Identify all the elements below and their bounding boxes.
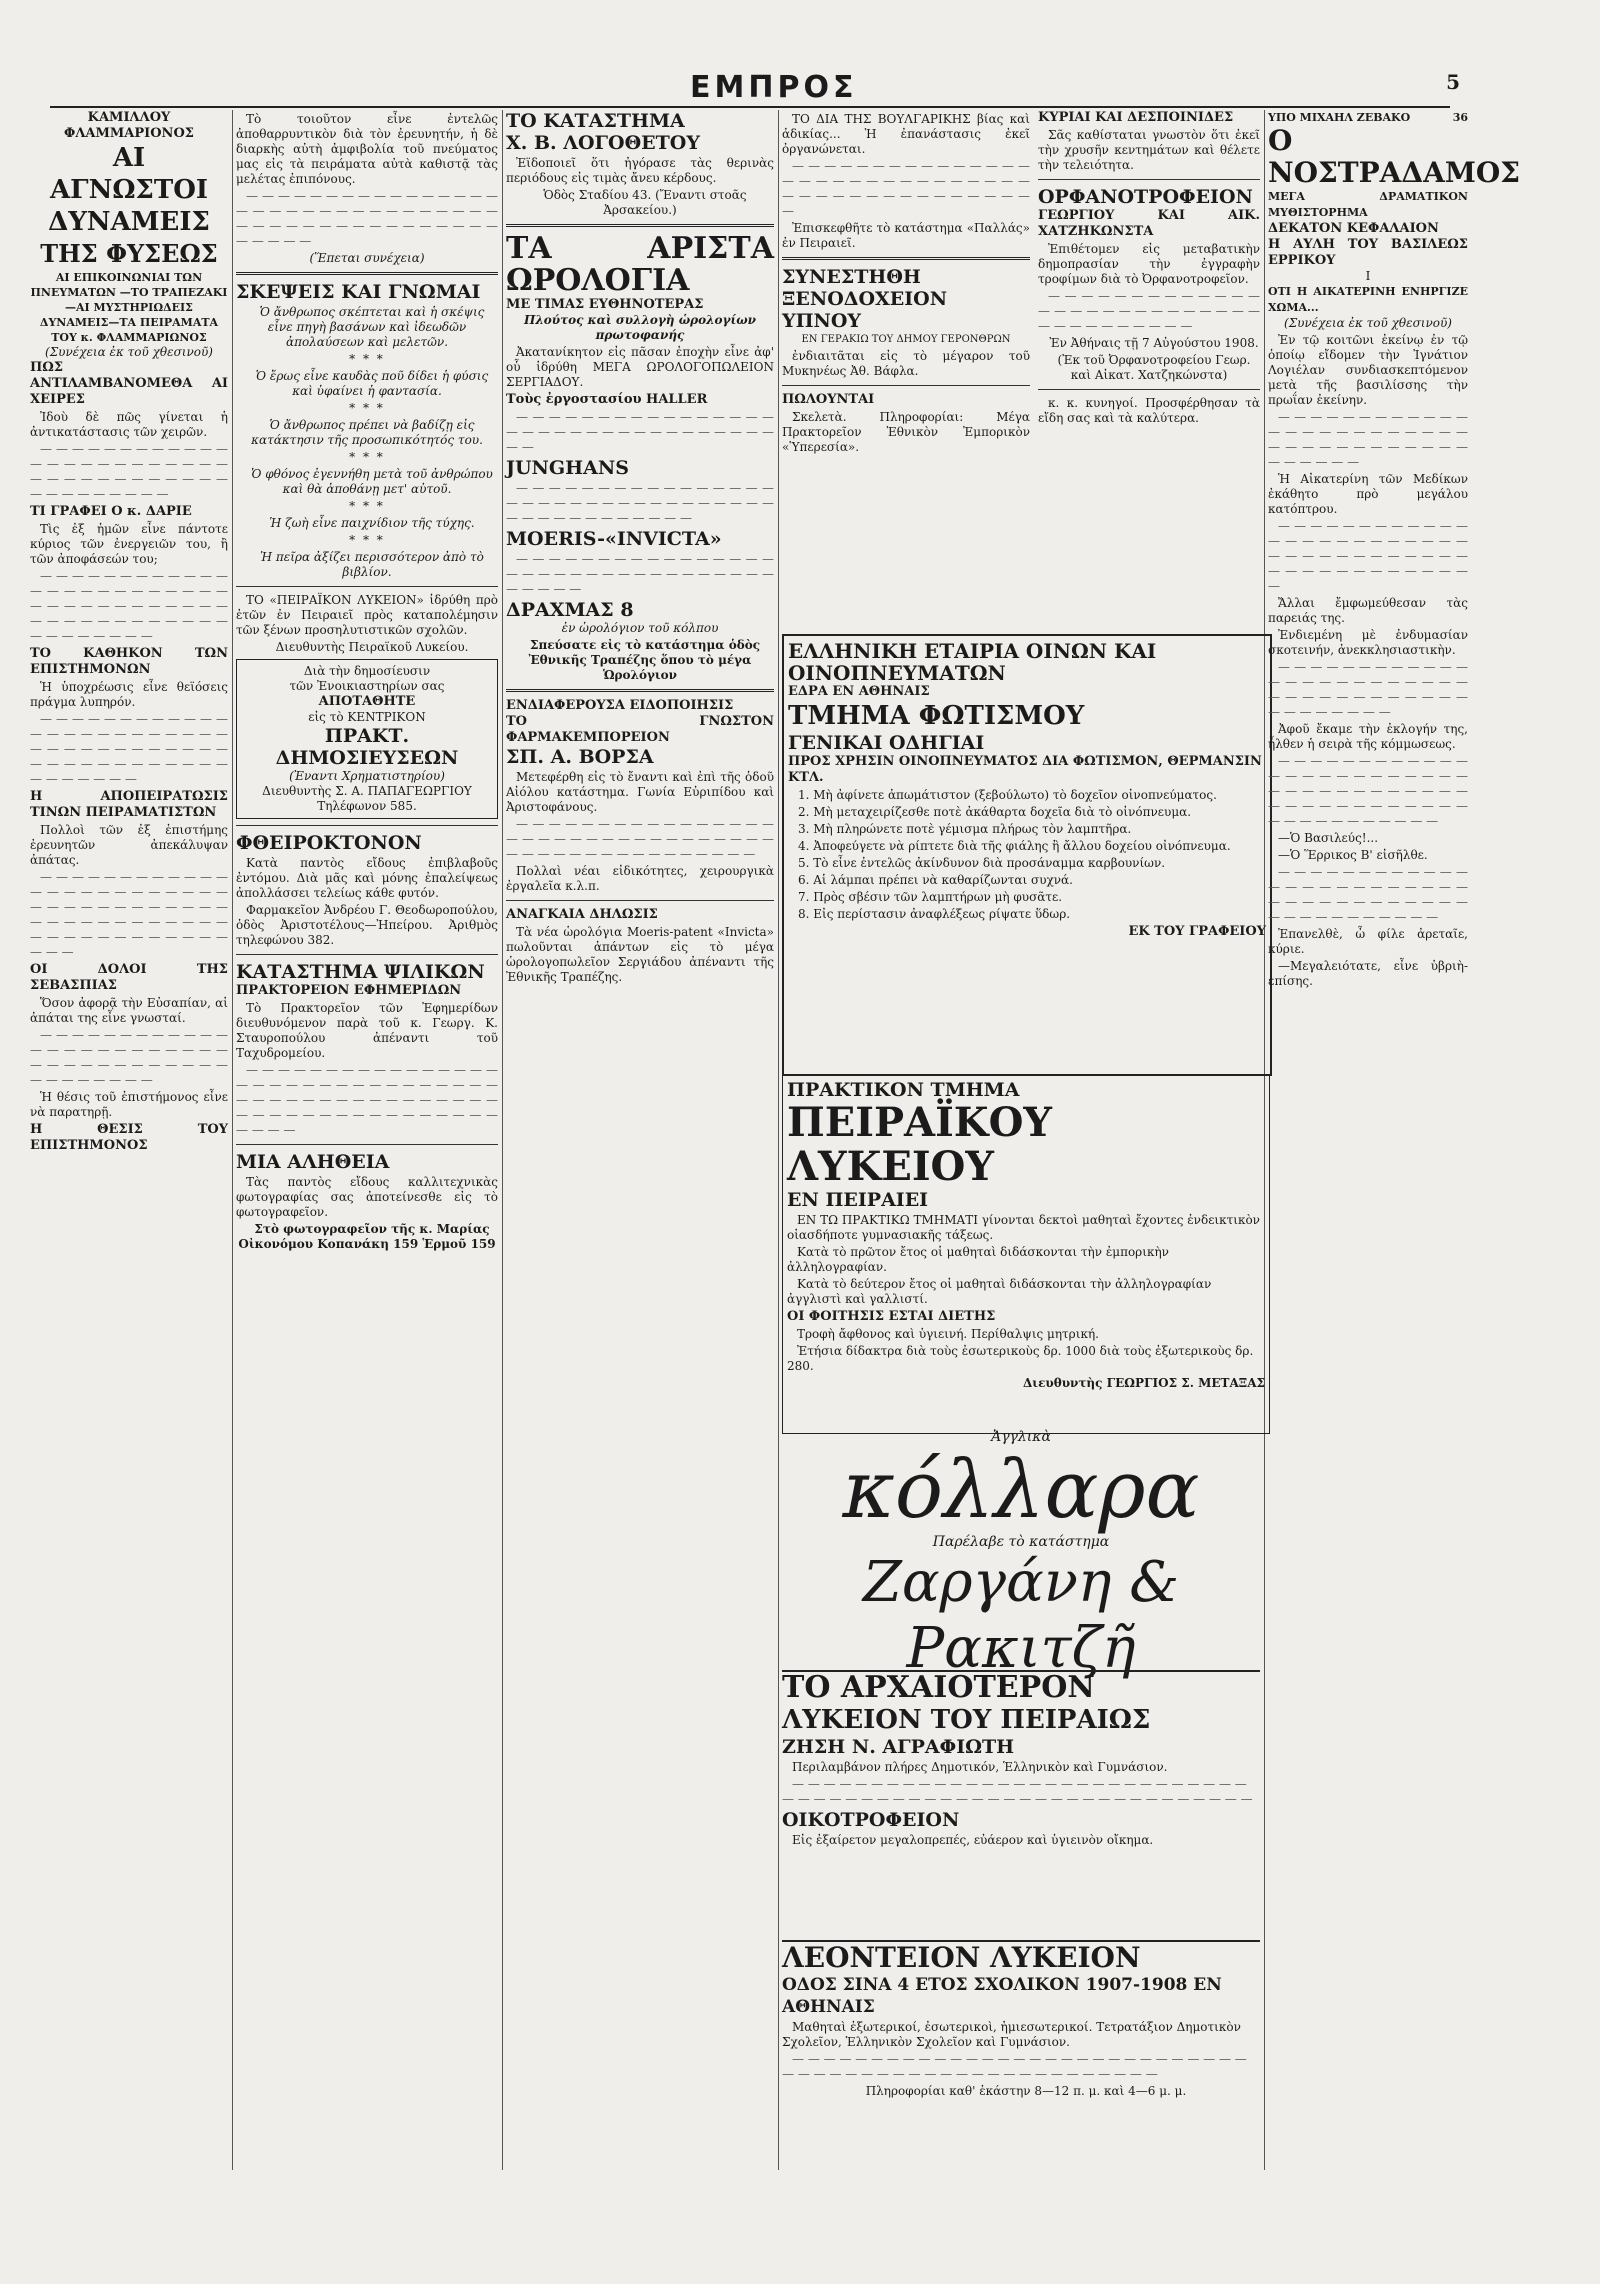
article-kicker: ΚΑΜΙΛΛΟΥ ΦΛΑΜΜΑΡΙΟΝΟΣ (64, 110, 194, 141)
signature: Διευθυντὴς ΓΕΩΡΓΙΟΣ Σ. ΜΕΤΑΞΑΣ (1022, 1376, 1265, 1390)
paragraph: Ἡ ὑποχρέωσις εἶνε θεϊόσεις πράγμα λυπηρόν. (30, 680, 228, 709)
paragraph-filler: — — — — — — — — — — — — — — — — — — — — — — — — — — — — — — — — — — — — — — — — — — — — — — — — — — — — — — — — — — — (1268, 754, 1468, 828)
quote: Ἡ πεῖρα ἀξίζει περισσότερον ἀπὸ τὸ βιβλίον. (260, 550, 484, 579)
ad-title: ΛΕΟΝΤΕΙΟΝ ΛΥΚΕΙΟΝ (782, 1941, 1141, 1974)
paragraph: Τὸ τοιοῦτον εἶνε ἐντελῶς ἀποθαρρυντικὸν διὰ τὸν ἐρευνητήν, ἡ δὲ διαρκὴς αὐτὴ ἀμφιβολία τοῦ πνεύματος μας εἰς τὰ πειράματα αὐτὰ καθιστᾷ τὰς μελέτας ἐπιπόνους. (236, 112, 498, 186)
ad-title: ΞΕΝΟΔΟΧΕΙΟΝ ΥΠΝΟΥ (782, 288, 948, 332)
divider (236, 1144, 498, 1145)
column-6 (1268, 110, 1521, 2170)
ad-title: ΚΑΤΑΣΤΗΜΑ ΨΙΛΙΚΩΝ (236, 961, 485, 983)
chapter-title: Η ΑΥΛΗ ΤΟΥ ΒΑΣΙΛΕΩΣ ΕΡΡΙΚΟΥ (1268, 237, 1468, 268)
section-heading: Η ΘΕΣΙΣ ΤΟΥ ΕΠΙΣΤΗΜΟΝΟΣ (30, 1122, 228, 1153)
instruction: 2. Μὴ μεταχειρίζεσθε ποτὲ ἀκάθαρτα δοχεῖα διὰ τὸ οἰνόπνευμα. (798, 805, 1192, 819)
date-line: Ἐν Ἀθήναις τῇ 7 Αὐγούστου 1908. (1049, 336, 1259, 350)
paragraph: Ἀφοῦ ἔκαμε τὴν ἐκλογήν της, ἦλθεν ἡ σειρὰ τῆς κόμμωσεως. (1268, 722, 1468, 751)
issue-number: 36 (1452, 111, 1468, 124)
signature: ΕΚ ΤΟΥ ΓΡΑΦΕΙΟΥ (1128, 924, 1266, 939)
ad-title: ΚΥΡΙΑΙ ΚΑΙ ΔΕΣΠΟΙΝΙΔΕΣ (1038, 110, 1234, 125)
part-title: ΟΤΙ Η ΑΙΚΑΤΕΡΙΝΗ ΕΝΗΡΓΙΖΕ ΧΩΜΑ... (1268, 285, 1468, 314)
continued-note: (Ἕπεται συνέχεια) (309, 251, 425, 265)
address: Ὁδὸς Σταδίου 43. (Ἔναντι στοᾶς Ἀρσακείου.) (543, 188, 747, 217)
chapter: ΔΕΚΑΤΟΝ ΚΕΦΑΛΑΙΟΝ (1268, 221, 1439, 236)
paragraph: Ἐν τῷ κοιτῶνι ἐκείνῳ ἐν τῷ ὁποίῳ εἴδομεν τὴν Ἰγνάτιον Λογιέλαν συνδιασκεπτόμενον μετὰ τῆς βασιλίσσης τὴν πρωΐαν ἐκείνην. (1268, 333, 1468, 407)
column-3 (506, 110, 774, 2170)
practical-dept-ad (782, 1074, 1270, 1434)
divider (506, 689, 774, 692)
divider (236, 954, 498, 955)
ad-title: ΤΟ ΚΑΤΑΣΤΗΜΑ (506, 110, 685, 132)
instruction: 6. Αἱ λάμπαι πρέπει νὰ καθαρίζωνται συχνά. (798, 873, 1073, 887)
paragraph: ΕΝ ΤΩ ΠΡΑΚΤΙΚΩ ΤΜΗΜΑΤΙ γίνονται δεκτοὶ μαθηταὶ ἔχοντες ἐνδεικτικὸν οἱασδήποτε γυμνασιακῆς τάξεως. (787, 1213, 1260, 1242)
article-title: ΑΙ ΑΓΝΩΣΤΟΙ ΔΥΝΑΜΕΙΣ (48, 143, 210, 237)
ad-subtitle: ΟΔΟΣ ΣΙΝΑ 4 ΕΤΟΣ ΣΧΟΛΙΚΟΝ 1907-1908 ΕΝ ΑΘΗΝΑΙΣ (782, 1975, 1222, 2017)
ad-title: ΠΡΑΚΤΟΡΕΙΟΝ ΕΦΗΜΕΡΙΔΩΝ (236, 983, 462, 998)
paragraph: Ἐπανελθὲ, ὦ φίλε ἀρεταῖε, κύριε. (1268, 927, 1468, 956)
ad-subtitle: ΟΙ ΦΟΙΤΗΣΙΣ ΕΣΤΑΙ ΔΙΕΤΗΣ (787, 1309, 996, 1324)
paragraph: Πολλοὶ τῶν ἐξ ἐπιστήμης ἐρευνητῶν ἀπεκάλυψαν ἀπάτας. (30, 823, 228, 867)
ad-subtitle: ΜΕ ΤΙΜΑΣ ΕΥΘΗΝΟΤΕΡΑΣ (506, 297, 704, 312)
paragraph-filler: — — — — — — — — — — — — — — — — — — — — — — — — — — — — — — — — — — — — — — — — — — — — — — — — — — — — — — — (30, 712, 228, 786)
paragraph-filler: — — — — — — — — — — — — — — — — — — — — — — — — — — — — — — — — — — — — — — — — — — — — — — — — — (506, 817, 774, 861)
article-title-2: ΤΗΣ ΦΥΣΕΩΣ (40, 239, 218, 268)
column-1 (30, 110, 228, 2170)
paragraph-filler: — — — — — — — — — — — — — — — — — — — — — — — — — — — — — — — — — — — — — — — — — — — — — — — — — (1268, 519, 1468, 593)
column-rule (232, 110, 233, 2170)
ad-title: ΠΡΑΚΤΙΚΟΝ ΤΜΗΜΑ (787, 1079, 1020, 1101)
instruction: 1. Μὴ ἀφίνετε ἀπωμάτιστον (ξεβούλωτο) τὸ δοχεῖον οἰνοπνεύματος. (798, 788, 1217, 802)
paragraph-filler: — — — — — — — — — — — — — — — — — — — — — — — — — — — — — — — — — — — — — — — — — — — — — — — — — — — — — — — — — — — — — — — (30, 870, 228, 959)
paragraph-filler: — — — — — — — — — — — — — — — — — — — — — — — — — — — — — — — — — — — — — — — — — — — — — — — — — — — — — — — — (30, 569, 228, 643)
address: Σπεύσατε εἰς τὸ κατάστημα ὁδὸς Ἐθνικῆς Τραπέζης ὅπου τὸ μέγα Ὡρολόγιον (528, 638, 761, 682)
paragraph-filler: — — — — — — — — — — — — — — — — — — — — — — — — — — — — — — — — — — — — — — — — — — — — — — — — — — — — — — — — — — — — — — — — — — — — (236, 1063, 498, 1137)
brand-name: MOERIS-«INVICTA» (506, 528, 722, 550)
ad-title: ΠΩΛΟΥΝΤΑΙ (782, 392, 875, 407)
ad-title: ΤΜΗΜΑ ΦΩΤΙΣΜΟΥ (788, 701, 1085, 731)
part-number: I (1365, 269, 1371, 283)
instruction: 3. Μὴ πληρώνετε ποτὲ γέμισμα πλήρως τὸν λαμπτῆρα. (798, 822, 1132, 836)
instruction: 4. Ἀποφεύγετε νὰ ρίπτετε διὰ τῆς φιάλης ἢ ἄλλου δοχείου οἰνόπνευμα. (798, 839, 1231, 853)
paragraph: Σᾶς καθίσταται γνωστὸν ὅτι ἐκεῖ τὴν χρυσῆν κεντημάτων καὶ θέλετε τὴν τελειότητα. (1038, 128, 1260, 172)
ad-subtitle: ΖΗΣΗ Ν. ΑΓΡΑΦΙΩΤΗ (782, 1736, 1015, 1758)
paragraph-filler: — — — — — — — — — — — — — — — — — — — — — — — — — — — — — — — — — — — — — — — — — — — — (1268, 660, 1468, 719)
ad-title: ΠΕΙΡΑΪΚΟΥ ΛΥΚΕΙΟΥ (787, 1099, 1052, 1190)
serial-header (1268, 110, 1468, 125)
paragraph: Στὸ φωτογραφεῖον τῆς κ. Μαρίας Οἰκονόμου Κοπανάκη 159 Ἑρμοῦ 159 (238, 1222, 496, 1251)
instruction: 8. Εἰς περίστασιν ἀναφλέξεως ρίψατε ὕδωρ. (798, 907, 1071, 921)
paragraph: Ἄλλαι ἔμφωμεύθεσαν τὰς παρειάς της. (1268, 596, 1468, 625)
paragraph: Ἐνδιεμένη μὲ ἐνδυμασίαν σκοτεινήν, ἀνεκκλησιαστικὴν. (1268, 628, 1468, 657)
quote: Ὁ ἄνθρωπος πρέπει νὰ βαδίζῃ εἰς κατάκτησιν τῆς προσωπικότητός του. (251, 418, 483, 447)
paragraph: Ἐπισκεφθῆτε τὸ κατάστημα «Παλλάς» ἐν Πειραιεῖ. (782, 221, 1030, 250)
shop-name: ΣΠ. Α. ΒΟΡΣΑ (506, 746, 654, 768)
paragraph: Τροφὴ ἄφθονος καὶ ὑγιεινή. Περίθαλψις μητρική. (797, 1327, 1099, 1341)
paragraph-filler: — — — — — — — — — — — — — — — — — — — — — — — — — — — — — — — — — — — — — — — — — — — — (30, 1028, 228, 1087)
divider (782, 385, 1030, 386)
ad-line: (Ἐναντι Χρηματιστηρίου) (289, 769, 445, 783)
wine-company-ad (782, 634, 1272, 1076)
section-heading: ΟΙ ΔΟΛΟΙ ΤΗΣ ΣΕΒΑΣΠΙΑΣ (30, 962, 228, 993)
divider (236, 825, 498, 826)
paragraph: ΤΟ «ΠΕΙΡΑΪΚΟΝ ΛΥΚΕΙΟΝ» ἱδρύθη πρὸ ἐτῶν ἐν Πειραιεῖ πρὸς καταπολέμησιν τῶν ξένων προσηλυτιστικῶν σχολῶν. (236, 593, 498, 637)
paragraph: Μαθηταὶ ἐξωτερικοί, ἐσωτερικοὶ, ἡμιεσωτερικοί. Τετρατάξιον Δημοτικὸν Σχολεῖον, Ἑλληνικὸν Σχολεῖον καὶ Γυμνάσιον. (782, 2020, 1241, 2049)
paragraph-filler: — — — — — — — — — — — — — — — — — — — — — — — — — — — — — — — — — — — — — — — — — — — — — (506, 481, 774, 525)
ad-subtitle: ΕΝ ΓΕΡΑΚΙΩ ΤΟΥ ΔΗΜΟΥ ΓΕΡΟΝΘΡΩΝ (801, 334, 1011, 345)
article-subtitle: ΑΙ ΕΠΙΚΟΙΝΩΝΙΑΙ ΤΩΝ ΠΝΕΥΜΑΤΩΝ —ΤΟ ΤΡΑΠΕΖΑΚΙ—ΑΙ ΜΥΣΤΗΡΙΩΔΕΙΣ ΔΥΝΑΜΕΙΣ—ΤΑ ΠΕΙΡΑΜΑΤΑ ΤΟΥ κ. ΦΛΑΜΜΑΡΙΩΝΟΣ (30, 271, 228, 344)
kollara-ad (782, 1429, 1260, 1681)
paragraph-filler: — — — — — — — — — — — — — — — — — — — — — — — — — — — — — — — — — — — — — — (506, 552, 774, 596)
paragraph: Εἰς ἐξαίρετον μεγαλοπρεπές, εὐάερον καὶ ὑγιεινὸν οἴκημα. (792, 1833, 1154, 1847)
ad-title: ΟΙΚΟΤΡΟΦΕΙΟΝ (782, 1809, 960, 1831)
column-2 (236, 110, 498, 2170)
ad-shop: Ζαργάνη & Ρακιτζῆ (862, 1550, 1180, 1681)
paragraph: ΤΟ ΔΙΑ ΤΗΣ ΒΟΥΛΓΑΡΙΚΗΣ βίας καὶ ἀδικίας... Ἡ ἐπανάστασις ἐκεῖ ὀργανώνεται. (782, 112, 1030, 156)
ad-line: ΑΠΟΤΑΘΗΤΕ (318, 694, 416, 709)
paragraph: Κατὰ τὸ δεύτερον ἔτος οἱ μαθηταὶ διδάσκονται τὴν ἀλληλογραφίαν ἀγγλιστὶ καὶ γαλλιστί. (787, 1277, 1212, 1306)
ad-subtitle: Πλούτος καὶ συλλογὴ ὡρολογίων πρωτοφανής (524, 313, 756, 342)
ad-subtitle: ΠΡΟΣ ΧΡΗΣΙΝ ΟΙΝΟΠΝΕΥΜΑΤΟΣ ΔΙΑ ΦΩΤΙΣΜΟΝ, ΘΕΡΜΑΝΣΙΝ ΚΤΛ. (788, 754, 1262, 785)
ad-brand: κόλλαρα (842, 1443, 1200, 1536)
section-title: ΣΚΕΨΕΙΣ ΚΑΙ ΓΝΩΜΑΙ (236, 281, 481, 303)
paragraph: Πολλαὶ νέαι εἰδικότητες, χειρουργικὰ ἐργαλεῖα κ.λ.π. (506, 864, 774, 893)
brand-name: JUNGHANS (506, 457, 629, 479)
section-heading: ΤΟ ΚΑΘΗΚΟΝ ΤΩΝ ΕΠΙΣΤΗΜΟΝΩΝ (30, 646, 228, 677)
section-heading: ΤΙ ΓΡΑΦΕΙ Ο κ. ΔΑΡΙΕ (30, 504, 192, 519)
instruction: 5. Τὸ εἶνε ἐντελῶς ἀκίνδυνον διὰ προσάναμμα καρβουνίων. (798, 856, 1166, 870)
paragraph: Ἡ Αἰκατερίνη τῶν Μεδίκων ἐκάθητο πρὸ μεγάλου κατόπτρου. (1268, 472, 1468, 516)
paragraph-filler: — — — — — — — — — — — — — — — — — — — — — — — — — — — — — — — — — — — — — — — — — — — — — — — — — — — — — (236, 189, 498, 248)
paragraph: Τὸ Πρακτορεῖον τῶν Ἐφημερίδων διευθυνόμενον παρὰ τοῦ κ. Γεωργ. Κ. Σταυροπούλου ἀπέναντι τοῦ Ταχυδρομείου. (236, 1001, 498, 1060)
paragraph: —Μεγαλειότατε, εἶνε ὑβριὴ-ἐπίσης. (1268, 959, 1468, 988)
divider (782, 257, 1030, 260)
paragraph: Ἡ θέσις τοῦ ἐπιστήμονος εἶνε νὰ παρατηρῇ. (30, 1090, 228, 1119)
divider (506, 224, 774, 227)
ad-heading: ΕΝΔΙΑΦΕΡΟΥΣΑ ΕΙΔΟΠΟΙΗΣΙΣ (506, 698, 734, 713)
ad-subtitle: ΓΕΩΡΓΙΟΥ ΚΑΙ ΑΙΚ. ΧΑΤΖΗΚΩΝΣΤΑ (1038, 208, 1260, 239)
paragraph-filler: — — — — — — — — — — — — — — — — — — — — — — — — — — — — — — — — — — — — — — — — — — — — — — — (1268, 865, 1468, 924)
ad-line: Τηλέφωνον 585. (317, 799, 417, 813)
quote: Ὁ φθόνος ἐγεννήθη μετὰ τοῦ ἀνθρώπου καὶ θὰ ἀποθάνῃ μετ' αὐτοῦ. (251, 467, 493, 496)
ad-line: τῶν Ἐνοικιαστηρίων σας (289, 679, 445, 693)
ad-title: ΤΑ ΑΡΙΣΤΑ ΩΡΟΛΟΓΙΑ (506, 231, 774, 298)
signature: (Ἐκ τοῦ Ὀρφανοτροφείου Γεωρ. καὶ Αἰκατ. Χατζηκώνστα) (1057, 353, 1251, 382)
continued-note: (Συνέχεια ἐκ τοῦ χθεσινοῦ) (45, 345, 213, 359)
section-heading: ΠΩΣ ΑΝΤΙΛΑΜΒΑΝΟΜΕΘΑ ΑΙ ΧΕΙΡΕΣ (30, 360, 228, 407)
ad-title: ΦΘΕΙΡΟΚΤΟΝΟΝ (236, 832, 422, 854)
brand-name: Τοὺς ἐργοστασίου HALLER (506, 392, 708, 407)
paragraph: ἐνδιαιτᾶται εἰς τὸ μέγαρον τοῦ Μυκηνέως Ἀθ. Βάφλα. (782, 349, 1030, 378)
quote: Ὁ ἄνθρωπος σκέπτεται καὶ ἡ σκέψις εἶνε πηγὴ βασάνων καὶ ἰδεωδῶν ἀπολαύσεων καὶ μελετῶν. (259, 305, 485, 349)
star-divider: * * * (349, 499, 385, 513)
paragraph-filler: — — — — — — — — — — — — — — — — — — — — — — — — — — — — — — — — — — — — — — — — — — — — — — — — — — — — — — — — — — — (782, 1777, 1253, 1806)
paragraph: Ἐτήσια δίδακτρα διὰ τοὺς ἐσωτερικοὺς δρ. 1000 διὰ τοὺς ἐξωτερικοὺς δρ. 280. (787, 1344, 1254, 1373)
ad-title: ΛΥΚΕΙΟΝ ΤΟΥ ΠΕΙΡΑΙΩΣ (782, 1705, 1151, 1735)
paragraph: Τὶς ἐξ ἡμῶν εἶνε πάντοτε κύριος τῶν ἐνεργειῶν του, ἢ τῶν ἀποφάσεών του; (30, 522, 228, 566)
paragraph-filler: — — — — — — — — — — — — — — — — — — — — — — — — — — — — — — — — — — — (506, 410, 774, 454)
divider (1038, 389, 1260, 390)
section-heading: Η ΑΠΟΠΕΙΡΑΤΩΣΙΣ ΤΙΝΩΝ ΠΕΙΡΑΜΑΤΙΣΤΩΝ (30, 789, 228, 820)
ad-subtitle: ΕΔΡΑ ΕΝ ΑΘΗΝΑΙΣ (788, 684, 930, 699)
shop-name: Χ. Β. ΛΟΓΟΘΕΤΟΥ (506, 132, 700, 154)
ad-title: ΑΝΑΓΚΑΙΑ ΔΗΛΩΣΙΣ (506, 907, 658, 922)
paragraph: Τὰ νέα ὡρολόγια Moeris-patent «Invicta» πωλοῦνται ἀπάντων εἰς τὸ μέγα ὡρολογοπωλεῖον Σεργιάδου ἀπέναντι τῆς Ἐθνικῆς Τραπέζης. (506, 925, 774, 984)
ad-title: ΟΡΦΑΝΟΤΡΟΦΕΙΟΝ (1038, 186, 1253, 208)
paragraph: Σκελετὰ. Πληροφορίαι: Μέγα Πρακτορεῖον Ἐθνικὸν Ἐμπορικὸν «Ὑπερεσία». (782, 410, 1030, 454)
paragraph: κ. κ. κυνηγοί. Προσφέρθησαν τὰ εἴδη σας καὶ τὰ καλύτερα. (1038, 396, 1260, 425)
paragraph: Ἰδοὺ δὲ πῶς γίνεται ἡ ἀντικατάστασις τῶν χειρῶν. (30, 410, 228, 439)
serial-title: Ο ΝΟΣΤΡΑΔΑΜΟΣ (1268, 124, 1521, 189)
star-divider: * * * (349, 450, 385, 464)
masthead (50, 70, 1460, 108)
divider (1038, 179, 1260, 180)
paragraph: Φαρμακεῖον Ἀνδρέου Γ. Θεοδωροπούλου, ὁδὸς Ἀριστοτέλους—Ἠπείρου. Ἀριθμὸς τηλεφώνου 382. (236, 903, 498, 947)
paragraph-filler: — — — — — — — — — — — — — — — — — — — — — — — — — — — — — — — — — — — — — — — — — — — — — — — — — — — — — (782, 2052, 1247, 2081)
paragraph: Ἐπιθέτομεν εἰς μεταβατικὴν δημοπρασίαν τὴν ἐγγραφὴν τροφίμων διὰ τὸ Ὀρφανοτροφεῖον. (1038, 242, 1260, 286)
page-number: 5 (1446, 70, 1460, 94)
column-4 (782, 110, 1030, 630)
paragraph: —Ὁ Ἕρρικος Β' εἰσῆλθε. (1278, 848, 1428, 862)
leonteion-ad (782, 1940, 1260, 2162)
instruction: 7. Πρὸς σβέσιν τῶν λαμπτήρων μὴ φυσᾶτε. (798, 890, 1063, 904)
ad-subtitle: ΕΝ ΠΕΙΡΑΙΕΙ (787, 1189, 929, 1211)
ad-title: ΜΙΑ ΑΛΗΘΕΙΑ (236, 1151, 390, 1173)
paragraph: Περιλαμβάνον πλήρες Δημοτικόν, Ἑλληνικὸν καὶ Γυμνάσιον. (792, 1760, 1168, 1774)
lyceum-ad (782, 1670, 1260, 1932)
paragraph: Ὅσον ἀφορᾷ τὴν Εὐσαπίαν, αἱ ἀπάται της εἶνε γνωσταί. (30, 996, 228, 1025)
paragraph-filler: — — — — — — — — — — — — — — — — — — — — — — — — — — — — — — — — — — — — — — — — — — — — — (30, 442, 228, 501)
quote: Ἡ ζωὴ εἶνε παιχνίδιον τῆς τύχης. (269, 516, 475, 530)
ad-line: Διευθυντὴς Σ. Α. ΠΑΠΑΓΕΩΡΓΙΟΥ (262, 784, 472, 798)
ad-title: ΣΥΝΕΣΤΗΘΗ (782, 266, 921, 288)
divider (236, 272, 498, 275)
advertisement (236, 659, 498, 819)
star-divider: * * * (349, 533, 385, 547)
ad-title: ΕΛΛΗΝΙΚΗ ΕΤΑΙΡΙΑ ΟΙΝΩΝ ΚΑΙ ΟΙΝΟΠΝΕΥΜΑΤΩΝ (788, 639, 1157, 685)
price-note: ἐν ὡρολόγιον τοῦ κόλπου (561, 621, 719, 635)
signature: Διευθυντὴς Πειραϊκοῦ Λυκείου. (275, 640, 469, 654)
star-divider: * * * (349, 352, 385, 366)
ad-line: ΠΡΑΚΤ. ΔΗΜΟΣΙΕΥΣΕΩΝ (275, 725, 459, 769)
ad-line: Παρέλαβε τὸ κατάστημα (932, 1534, 1110, 1550)
column-rule (502, 110, 503, 2170)
serial-subtitle: ΜΕΓΑ ΔΡΑΜΑΤΙΚΟΝ ΜΥΘΙΣΤΟΡΗΜΑ (1268, 190, 1468, 219)
continued-note: (Συνέχεια ἐκ τοῦ χθεσινοῦ) (1284, 316, 1452, 330)
newspaper-title: ΕΜΠΡΟΣ (690, 70, 858, 105)
column-5 (1038, 110, 1260, 630)
paragraph-filler: — — — — — — — — — — — — — — — — — — — — — — — — — — — — — — — — — — — — — — — — — — (1268, 410, 1468, 469)
paragraph: Κατὰ τὸ πρῶτον ἔτος οἱ μαθηταὶ διδάσκονται τὴν ἐμπορικὴν ἀλληλογραφίαν. (787, 1245, 1169, 1274)
ad-line: εἰς τὸ ΚΕΝΤΡΙΚΟΝ (308, 710, 426, 724)
star-divider: * * * (349, 401, 385, 415)
divider (506, 900, 774, 901)
contact: Πληροφορίαι καθ' ἑκάστην 8—12 π. μ. καὶ 4—6 μ. μ. (865, 2084, 1187, 2098)
paragraph-filler: — — — — — — — — — — — — — — — — — — — — — — — — — — — — — — — — — — — — — (1038, 289, 1260, 333)
ad-title: ΓΕΝΙΚΑΙ ΟΔΗΓΙΑΙ (788, 732, 985, 754)
paragraph: Ἀκατανίκητον εἰς πᾶσαν ἐποχὴν εἶνε ἀφ' οὗ ἱδρύθη ΜΕΓΑ ΩΡΟΛΟΓΟΠΩΛΕΙΟΝ ΣΕΡΓΙΑΔΟΥ. (506, 345, 774, 389)
column-rule (778, 110, 779, 2170)
ad-line: Ἀγγλικὰ (991, 1429, 1051, 1445)
author: ΥΠΟ ΜΙΧΑΗΛ ΖΕΒΑΚΟ (1268, 111, 1411, 124)
paragraph: Μετεφέρθη εἰς τὸ ἔναντι καὶ ἐπὶ τῆς ὁδοῦ Αἰόλου κατάστημα. Γωνία Εὐριπίδου καὶ Ἀριστοφάνους. (506, 770, 774, 814)
ad-line: Διὰ τὴν δημοσίευσιν (303, 664, 431, 678)
paragraph: Τὰς παντὸς εἴδους καλλιτεχνικὰς φωτογραφίας σας ἀποτείνεσθε εἰς τὸ φωτογραφεῖον. (236, 1175, 498, 1219)
quote: Ὁ ἔρως εἶνε καυδὰς ποῦ δίδει ἡ φύσις καὶ ὑφαίνει ἡ φαντασία. (255, 369, 489, 398)
paragraph: Ἐϊδοποιεῖ ὅτι ἠγόρασε τὰς θερινὰς περιόδους εἰς τιμὰς ἄνευ κέρδους. (506, 156, 774, 185)
price: ΔΡΑΧΜΑΣ 8 (506, 599, 634, 621)
divider (236, 586, 498, 587)
ad-title: ΤΟ ΓΝΩΣΤΟΝ ΦΑΡΜΑΚΕΜΠΟΡΕΙΟΝ (506, 714, 774, 745)
ad-title: ΤΟ ΑΡΧΑΙΟΤΕΡΟΝ (782, 1670, 1095, 1705)
paragraph: —Ὁ Βασιλεύς!... (1278, 831, 1379, 845)
paragraph: Κατὰ παντὸς εἴδους ἐπιβλαβοῦς ἐντόμου. Διὰ μᾶς καὶ μόνης ἐπαλείψεως ἀπολλάσσει τελείως κάθε φυτόν. (236, 856, 498, 900)
paragraph-filler: — — — — — — — — — — — — — — — — — — — — — — — — — — — — — — — — — — — — — — — — — — — — — — (782, 159, 1030, 218)
